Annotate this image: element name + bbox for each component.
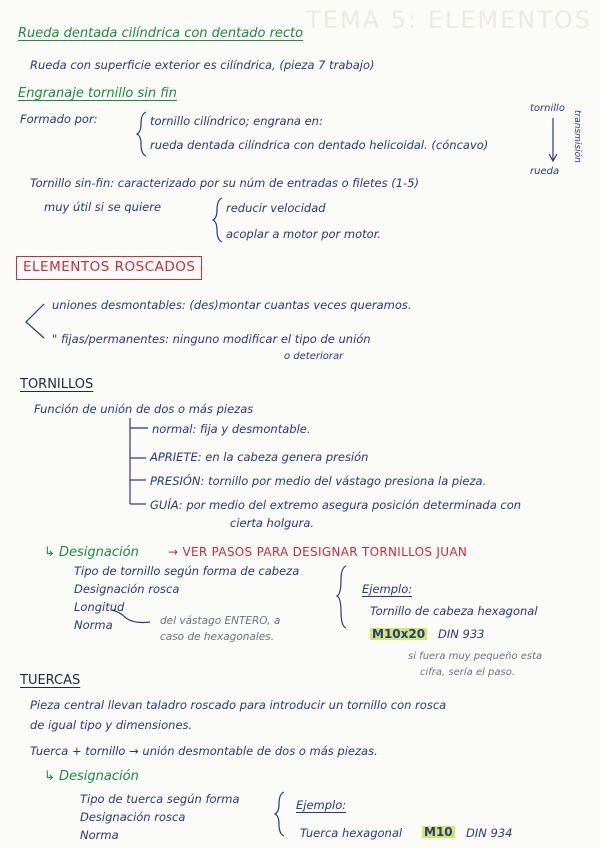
util-label: muy útil si se quiere xyxy=(44,200,162,214)
tuercas-designacion-label: ↳ Designación xyxy=(44,769,139,784)
section-title-elementos-roscados: ELEMENTOS ROSCADOS xyxy=(16,256,202,280)
section-title-tornillos: TORNILLOS xyxy=(20,377,94,392)
formado-por-label: Formado por: xyxy=(20,112,98,126)
desig-norma: Norma xyxy=(74,618,113,632)
tornillo-ejemplo-note-2: cifra, sería el paso. xyxy=(420,667,516,678)
util-reducir: reducir velocidad xyxy=(226,201,326,215)
uniones-fijas-deteriorar: o deteriorar xyxy=(284,351,344,362)
tornillos-designacion-note: → VER PASOS PARA DESIGNAR TORNILLOS JUAN xyxy=(168,545,468,559)
tornillos-funcion: Función de unión de dos o más piezas xyxy=(34,402,254,416)
tuercas-ejemplo-label: Ejemplo: xyxy=(296,798,347,812)
rueda-recta-desc: Rueda con superficie exterior es cilíndrica, (pieza 7 trabajo) xyxy=(30,58,375,72)
sin-fin-desc: Tornillo sin-fin: caracterizado por su núm de entradas o filetes (1-5) xyxy=(30,176,419,190)
tuercas-ejemplo-code: M10 xyxy=(424,825,453,839)
tornillos-guia: GUÍA: por medio del extremo asegura posición determinada con xyxy=(150,498,522,512)
section-title-rueda-recta: Rueda dentada cilíndrica con dentado recto xyxy=(18,26,304,41)
formado-item-rueda: rueda dentada cilíndrica con dentado helicoidal. (cóncavo) xyxy=(150,138,489,152)
desig-tipo-tornillo: Tipo de tornillo según forma de cabeza xyxy=(74,564,300,578)
tornillo-ejemplo-text: Tornillo de cabeza hexagonal xyxy=(370,604,538,618)
faded-page-title: TEMA 5: ELEMENTOS xyxy=(306,6,592,34)
tornillos-normal: normal: fija y desmontable. xyxy=(152,422,311,436)
tornillo-ejemplo-code: M10x20 xyxy=(372,627,426,641)
longitud-note-2: caso de hexagonales. xyxy=(160,631,275,643)
side-note-transmision: transmisión xyxy=(572,110,582,163)
tornillo-ejemplo-din: DIN 933 xyxy=(438,627,485,641)
tuercas-ejemplo-text: Tuerca hexagonal xyxy=(300,826,403,840)
side-note-tornillo: tornillo xyxy=(530,103,565,114)
section-title-sin-fin: Engranaje tornillo sin fin xyxy=(18,86,177,101)
uniones-desmontables: uniones desmontables: (des)montar cuantas veces queramos. xyxy=(52,298,412,312)
tuercas-desc-2: de igual tipo y dimensiones. xyxy=(30,718,193,732)
tuercas-ejemplo-din: DIN 934 xyxy=(466,826,513,840)
tornillo-ejemplo-note-1: si fuera muy pequeño esta xyxy=(408,651,543,662)
util-acoplar: acoplar a motor por motor. xyxy=(226,227,382,241)
desig-longitud: Longitud xyxy=(74,600,125,614)
uniones-fijas: " fijas/permanentes: ninguno modificar el tipo de unión xyxy=(52,332,371,346)
longitud-note-1: del vástago ENTERO, a xyxy=(160,615,281,627)
tornillos-presion: PRESIÓN: tornillo por medio del vástago presiona la pieza. xyxy=(150,474,487,488)
tornillos-guia-cont: cierta holgura. xyxy=(230,516,315,530)
formado-item-tornillo: tornillo cilíndrico; engrana en: xyxy=(150,114,323,128)
tornillos-apriete: APRIETE: en la cabeza genera presión xyxy=(150,450,369,464)
tuercas-desig-rosca: Designación rosca xyxy=(80,810,186,824)
side-note-rueda: rueda xyxy=(530,166,560,177)
tuercas-desc-3: Tuerca + tornillo → unión desmontable de dos o más piezas. xyxy=(30,744,378,758)
desig-rosca: Designación rosca xyxy=(74,582,180,596)
section-title-tuercas: TUERCAS xyxy=(20,673,81,688)
tornillos-designacion-label: ↳ Designación xyxy=(44,545,139,560)
tuercas-desc-1: Pieza central llevan taladro roscado para introducir un tornillo con rosca xyxy=(30,698,447,712)
tornillo-ejemplo-label: Ejemplo: xyxy=(362,582,413,596)
tuercas-desig-norma: Norma xyxy=(80,828,119,842)
tuercas-desig-tipo: Tipo de tuerca según forma xyxy=(80,792,240,806)
